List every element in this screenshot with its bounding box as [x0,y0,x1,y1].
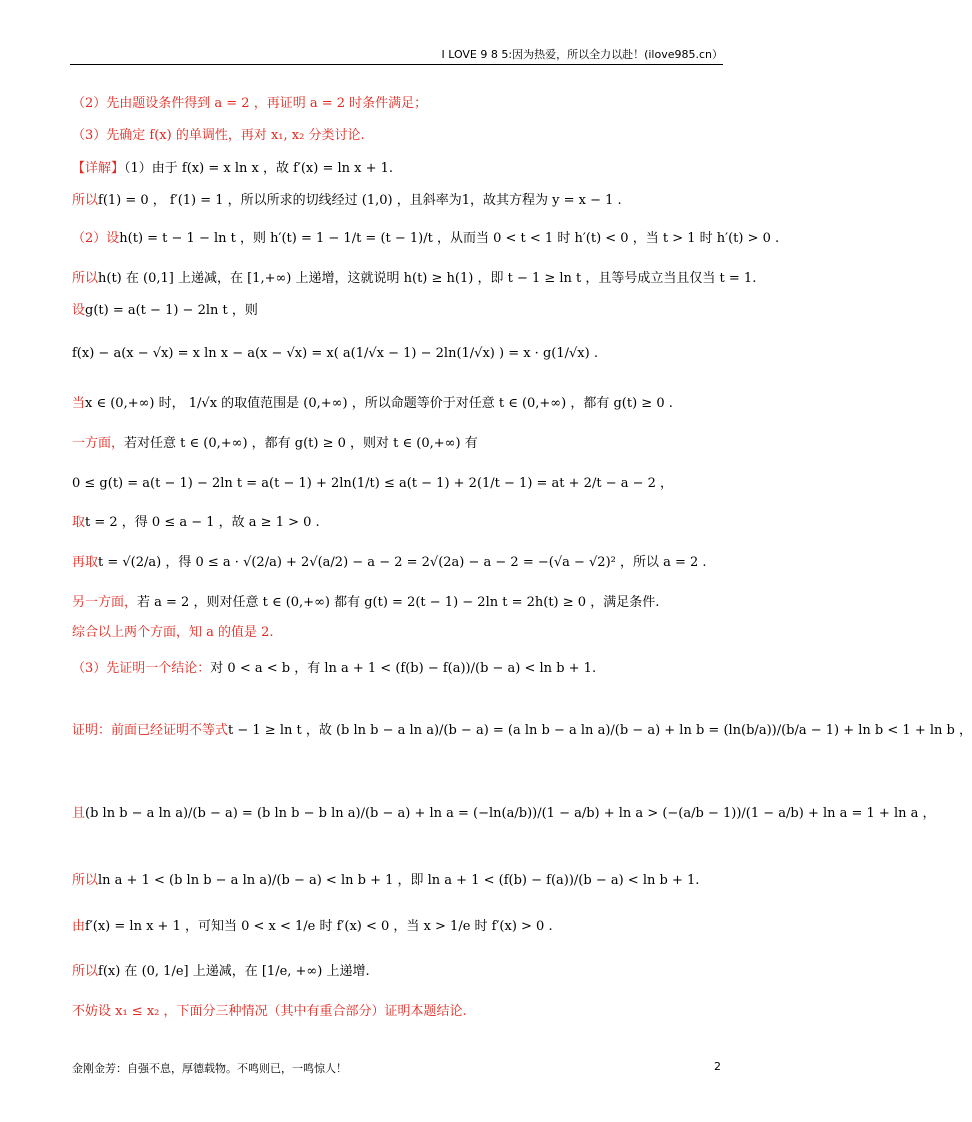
page-header [70,48,723,65]
text-line [72,127,365,145]
line-text: t = √(2/a) ，得 0 ≤ a · √(2/a) + 2√(a/2) − a − 2 = 2√(2a) − a − 2 = −(√a − √2)² ，所以 a = 2 . [98,555,707,570]
text-line [72,918,553,936]
line-text: x ∈ (0,+∞) 时， 1/√x 的取值范围是 (0,+∞) ，所以命题等价于对任意 t ∈ (0,+∞) ，都有 g(t) ≥ 0 . [85,396,673,411]
text-line [72,514,320,532]
text-line [72,302,258,320]
text-line [72,1003,467,1021]
text-line [72,805,936,823]
line-prefix: （3）先证明一个结论： [72,661,211,676]
line-prefix: 再取 [72,555,99,570]
line-text: f′(x) = ln x + 1 ，可知当 0 < x < 1/e 时 f′(x) < 0 ，当 x > 1/e 时 f′(x) > 0 . [85,919,553,934]
line-text: g(t) = a(t − 1) − 2ln t ，则 [85,303,258,318]
line-text: （3）先确定 f(x) 的单调性，再对 x₁, x₂ 分类讨论. [72,128,365,143]
line-text: （2）先由题设条件得到 a = 2 ，再证明 a = 2 时条件满足； [72,96,428,111]
line-text: 若 a = 2 ，则对任意 t ∈ (0,+∞) 都有 g(t) = 2(t − 1) − 2ln t = 2h(t) ≥ 0 ，满足条件. [137,595,660,610]
line-prefix: 证明：前面已经证明不等式 [72,723,229,738]
text-line [72,192,622,210]
line-text: 综合以上两个方面，知 a 的值是 2. [72,625,274,640]
line-text: 对 0 < a < b ，有 ln a + 1 < (f(b) − f(a))/(b − a) < ln b + 1. [210,661,597,676]
line-text: f(x) 在 (0, 1/e] 上递减，在 [1/e, +∞) 上递增. [98,964,370,979]
line-prefix: 所以 [72,964,99,979]
line-prefix: （2）设 [72,231,120,246]
line-prefix: 一方面， [72,436,125,451]
line-prefix: 由 [72,919,86,934]
line-prefix: 所以 [72,271,99,286]
line-text: (b ln b − a ln a)/(b − a) = (b ln b − b ln a)/(b − a) + ln a = (−ln(a/b))/(1 − a/b) + ln a > (−(a/b − 1))/(1 − a/b) + ln a = 1 + ln a ， [85,806,936,821]
text-line [72,554,707,572]
page-number: 2 [714,1060,721,1073]
text-line [72,872,699,890]
line-prefix: 取 [72,515,86,530]
line-prefix: 设 [72,303,86,318]
line-text: t = 2 ，得 0 ≤ a − 1 ，故 a ≥ 1 > 0 . [85,515,320,530]
text-line [72,722,972,740]
text-line [72,95,427,113]
line-text: （1）由于 f(x) = x ln x ，故 f′(x) = ln x + 1. [124,161,394,176]
text-line [72,594,659,612]
text-line [72,395,673,413]
line-prefix: 所以 [72,193,99,208]
line-prefix: 所以 [72,873,99,888]
text-line [72,435,478,453]
text-line [72,270,756,288]
line-text: 若对任意 t ∈ (0,+∞) ，都有 g(t) ≥ 0 ，则对 t ∈ (0,+∞) 有 [124,436,478,451]
line-prefix: 另一方面， [72,595,138,610]
footer-motto: 金刚金芳：自强不息，厚德载物。不鸣则已，一鸣惊人！ [72,1062,347,1075]
text-line [72,963,370,981]
line-prefix: 【详解】 [72,161,125,176]
line-text: h(t) = t − 1 − ln t ，则 h′(t) = 1 − 1/t = (t − 1)/t ，从而当 0 < t < 1 时 h′(t) < 0 ，当 t > 1 时 h′(t) > 0 . [119,231,780,246]
header-text: I LOVE 9 8 5:因为热爱，所以全力以赴！(ilove985.cn） [441,48,723,61]
text-line [72,345,598,363]
line-text: 不妨设 x₁ ≤ x₂ ，下面分三种情况（其中有重合部分）证明本题结论. [72,1004,467,1019]
line-prefix: 且 [72,806,86,821]
line-text: 0 ≤ g(t) = a(t − 1) − 2ln t = a(t − 1) + 2ln(1/t) ≤ a(t − 1) + 2(1/t − 1) = at + 2/t − a − 2 ， [72,476,674,491]
line-text: h(t) 在 (0,1] 上递减，在 [1,+∞) 上递增，这就说明 h(t) ≥ h(1) ，即 t − 1 ≥ ln t ，且等号成立当且仅当 t = 1. [98,271,757,286]
line-text: f(x) − a(x − √x) = x ln x − a(x − √x) = x( a(1/√x − 1) − 2ln(1/√x) ) = x · g(1/√x) . [72,346,598,361]
text-line [72,475,673,493]
text-line [72,624,274,642]
text-line [72,160,393,178]
line-text: f(1) = 0 ， f′(1) = 1 ，所以所求的切线经过 (1,0) ，且斜率为1，故其方程为 y = x − 1 . [98,193,622,208]
text-line [72,660,596,678]
text-line [72,230,779,248]
line-prefix: 当 [72,396,86,411]
line-text: t − 1 ≥ ln t ，故 (b ln b − a ln a)/(b − a) = (a ln b − a ln a)/(b − a) + ln b = (ln(b/a))/(b/a − 1) + ln b < 1 + ln b ， [228,723,972,738]
line-text: ln a + 1 < (b ln b − a ln a)/(b − a) < ln b + 1 ，即 ln a + 1 < (f(b) − f(a))/(b − a) < ln b + 1. [98,873,700,888]
